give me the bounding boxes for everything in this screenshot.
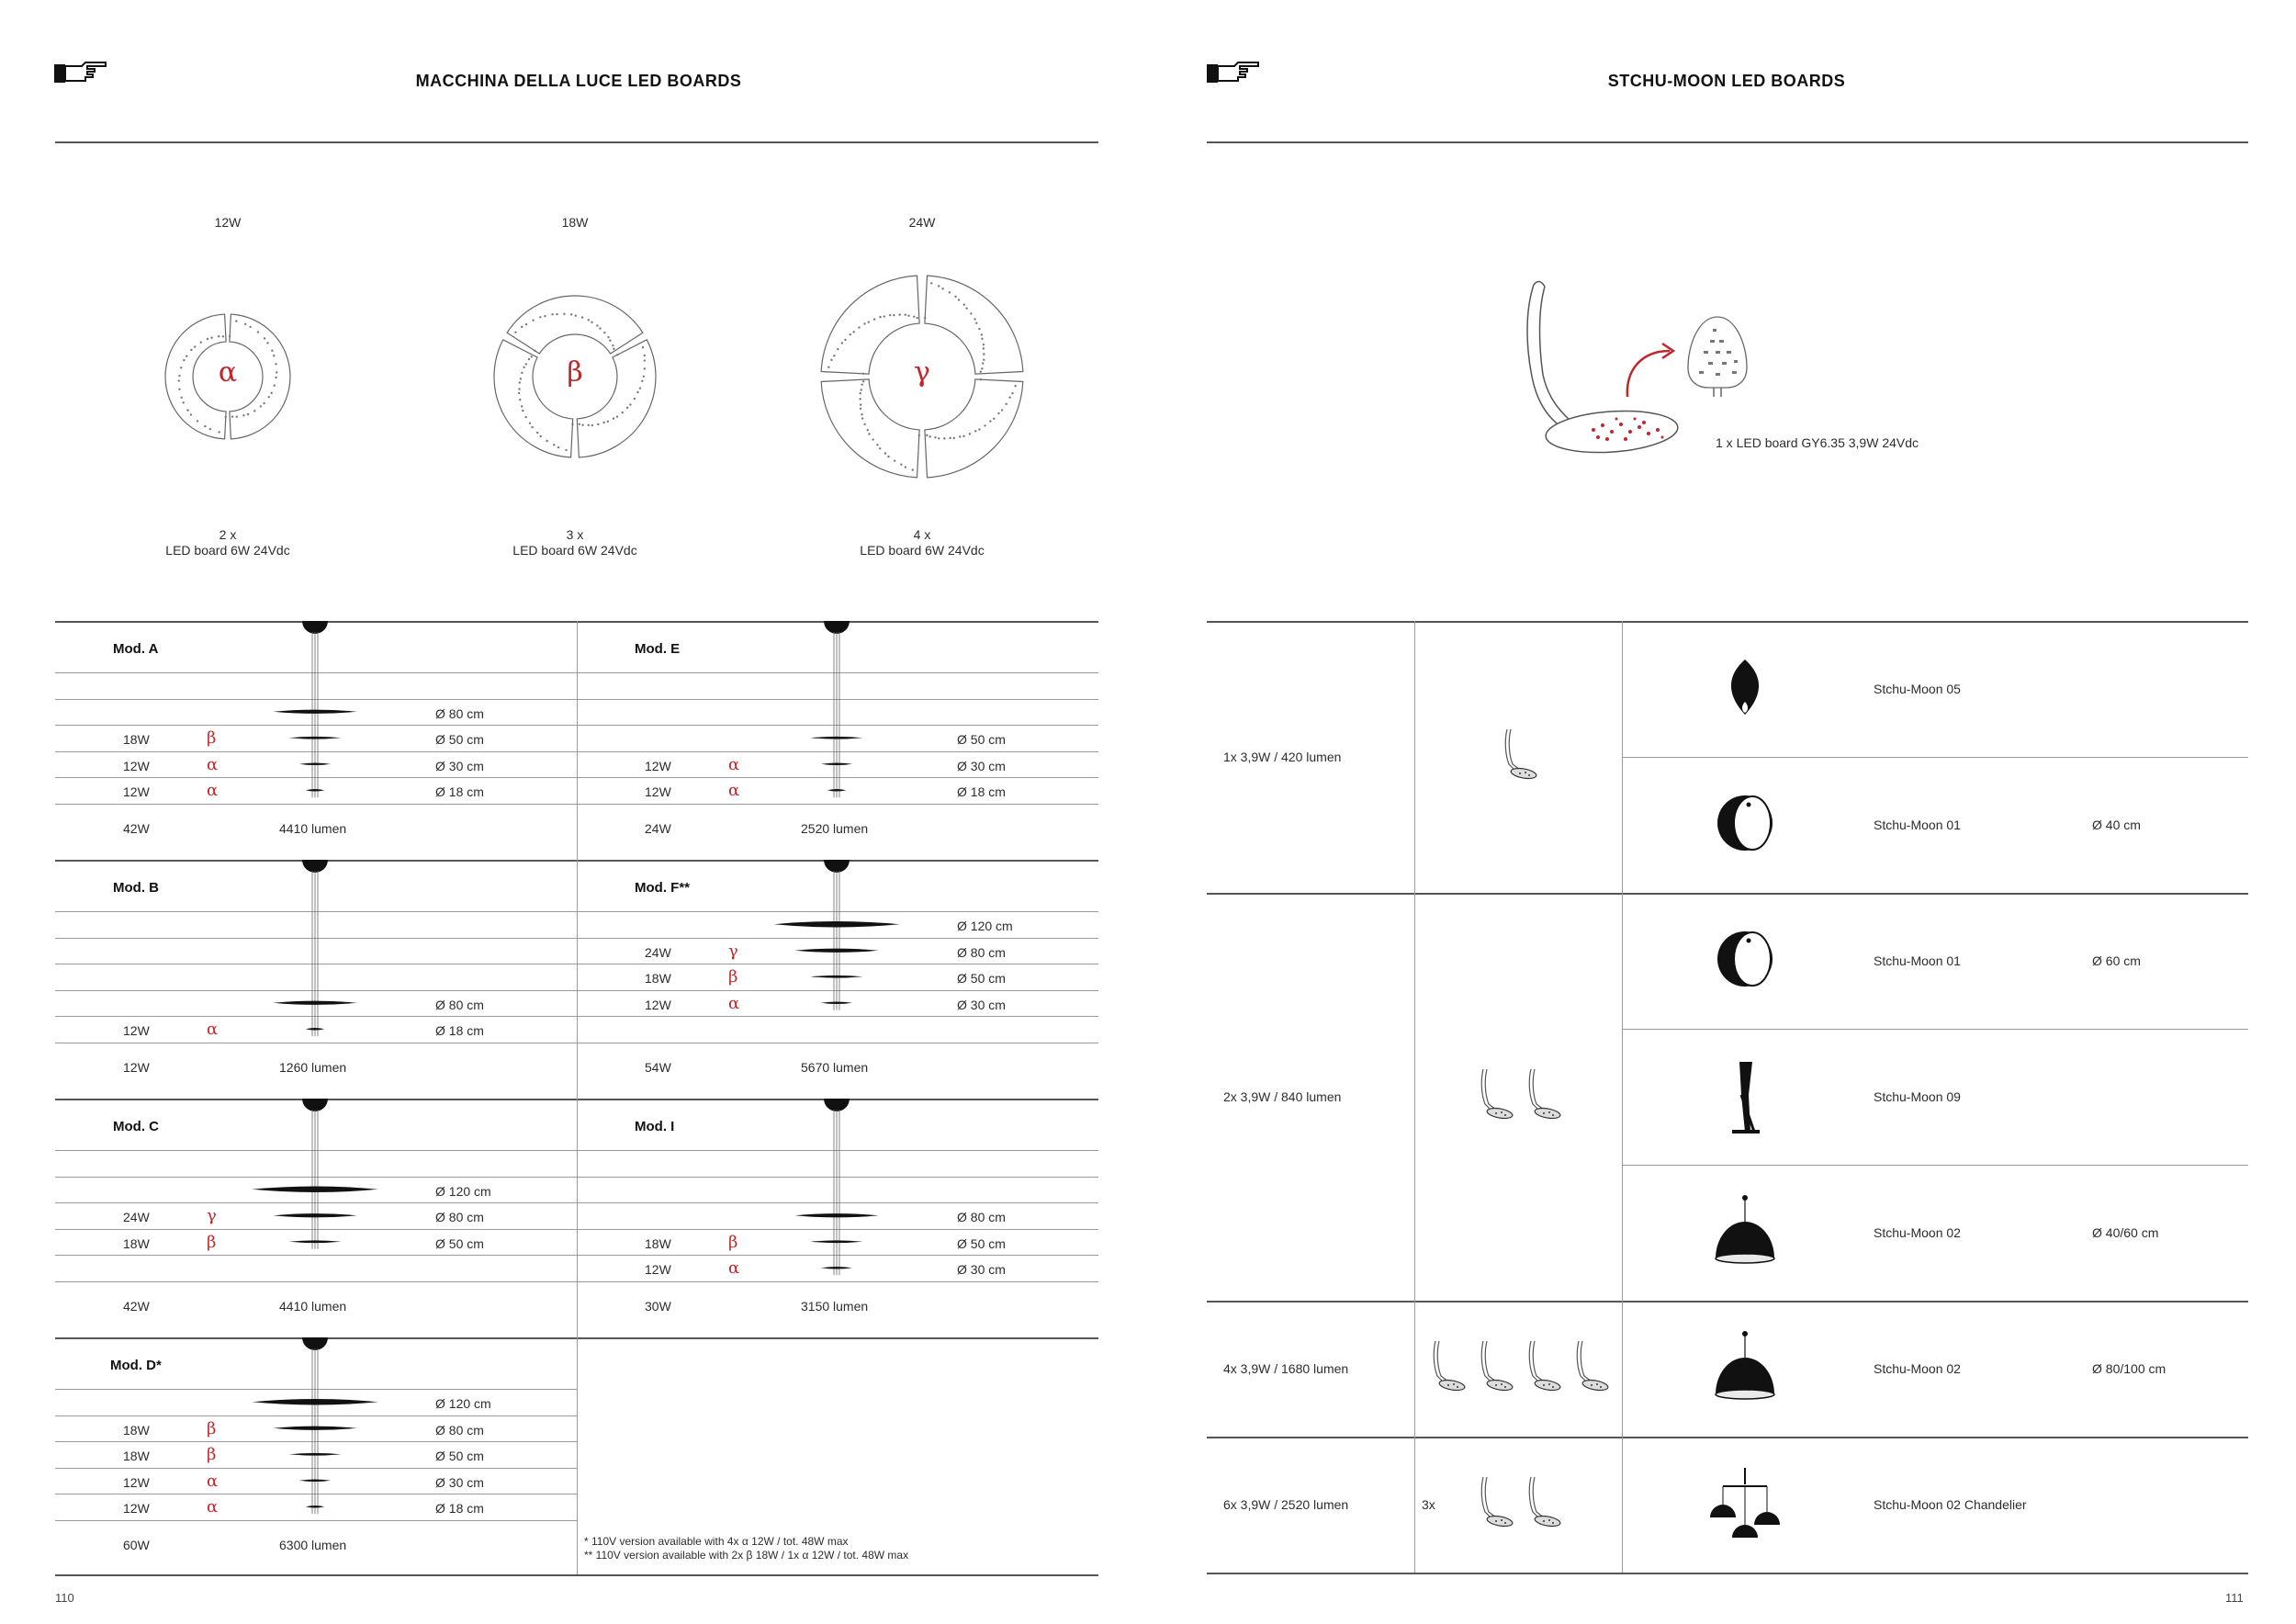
- led-module-icon: [1478, 1339, 1514, 1394]
- row-wattage: 18W: [123, 1422, 150, 1438]
- table-row-line: [1622, 1165, 2248, 1166]
- row-wattage: 18W: [123, 1449, 150, 1463]
- product-size: Ø 60 cm: [2092, 953, 2141, 968]
- page-title: MACCHINA DELLA LUCE LED BOARDS: [415, 72, 742, 90]
- row-board-symbol: β: [207, 1418, 217, 1438]
- lamp-illustration: [763, 860, 910, 1043]
- row-diameter: Ø 80 cm: [435, 997, 484, 1012]
- model-lumen: 3150 lumen: [801, 1299, 869, 1314]
- group-label: 4x 3,9W / 1680 lumen: [1223, 1361, 1349, 1376]
- row-wattage: 12W: [123, 784, 150, 799]
- dish-lamp-icon: [1708, 786, 1782, 863]
- row-wattage: 12W: [645, 1262, 671, 1277]
- board-wattage: 18W: [561, 215, 589, 230]
- model-name: Mod. A: [113, 641, 159, 657]
- dome-pendant-icon: [1708, 1194, 1782, 1271]
- row-wattage: 24W: [123, 1210, 150, 1224]
- group-label: 2x 3,9W / 840 lumen: [1223, 1089, 1342, 1104]
- row-diameter: Ø 18 cm: [435, 1501, 484, 1516]
- led-module-icon: [1573, 1339, 1610, 1394]
- group-label: 1x 3,9W / 420 lumen: [1223, 750, 1342, 764]
- product-size: Ø 80/100 cm: [2092, 1361, 2167, 1376]
- model-name: Mod. B: [113, 880, 159, 896]
- product-name: Stchu-Moon 01: [1874, 953, 1961, 968]
- board-caption: LED board 6W 24Vdc: [860, 543, 985, 558]
- board-symbol: β: [567, 356, 583, 389]
- led-module-icon: [1525, 1339, 1562, 1394]
- row-wattage: 18W: [123, 1235, 150, 1251]
- row-diameter: Ø 80 cm: [957, 944, 1006, 960]
- table-column-divider: [1622, 621, 1623, 1573]
- row-diameter: Ø 18 cm: [435, 1023, 484, 1038]
- row-diameter: Ø 30 cm: [957, 997, 1006, 1012]
- row-diameter: Ø 30 cm: [957, 1262, 1006, 1277]
- model-name: Mod. D*: [110, 1358, 162, 1373]
- product-name: Stchu-Moon 09: [1874, 1089, 1961, 1104]
- led-module-icon: [1478, 1475, 1514, 1530]
- row-diameter: Ø 120 cm: [435, 1183, 491, 1199]
- table-column-divider: [577, 621, 578, 1574]
- row-diameter: Ø 50 cm: [435, 1235, 484, 1251]
- board-wattage: 12W: [214, 215, 242, 230]
- twisted-floor-lamp-icon: [1708, 1058, 1782, 1135]
- model-name: Mod. F**: [635, 880, 690, 896]
- group-label: 6x 3,9W / 2520 lumen: [1223, 1497, 1349, 1512]
- product-size: Ø 40/60 cm: [2092, 1225, 2159, 1240]
- row-wattage: 12W: [123, 1474, 150, 1490]
- row-board-symbol: β: [207, 1445, 217, 1464]
- page-title: STCHU-MOON LED BOARDS: [1607, 72, 1846, 90]
- row-board-symbol: γ: [728, 941, 738, 961]
- row-diameter: Ø 18 cm: [435, 784, 484, 799]
- pointing-hand-icon: [1207, 61, 1260, 85]
- row-board-symbol: α: [207, 1020, 219, 1039]
- row-board-symbol: γ: [207, 1206, 217, 1225]
- led-module-icon: [1478, 1067, 1514, 1122]
- row-diameter: Ø 30 cm: [435, 1474, 484, 1490]
- row-wattage: 18W: [123, 732, 150, 747]
- model-lumen: 2520 lumen: [801, 821, 869, 836]
- board-count: 2 x: [219, 527, 237, 542]
- model-lumen: 6300 lumen: [279, 1538, 347, 1552]
- model-lumen: 4410 lumen: [279, 821, 347, 836]
- board-caption: LED board 6W 24Vdc: [512, 543, 637, 558]
- model-total-watt: 54W: [645, 1060, 671, 1075]
- chandelier-icon: [1708, 1466, 1782, 1543]
- row-board-symbol: β: [207, 1232, 217, 1252]
- board-caption: LED board 6W 24Vdc: [165, 543, 290, 558]
- board-count: 4 x: [913, 527, 931, 542]
- table-border: [55, 1574, 1098, 1576]
- led-module-icon: [1430, 1339, 1467, 1394]
- board-symbol: γ: [914, 356, 930, 389]
- table-border: [1207, 1573, 2248, 1574]
- leaf-shade-icon: [1708, 650, 1782, 727]
- row-diameter: Ø 50 cm: [957, 732, 1006, 747]
- group-prefix: 3x: [1422, 1497, 1435, 1512]
- row-wattage: 12W: [123, 1023, 150, 1038]
- product-size: Ø 40 cm: [2092, 818, 2141, 832]
- row-diameter: Ø 30 cm: [435, 758, 484, 773]
- model-total-watt: 24W: [645, 821, 671, 836]
- model-total-watt: 42W: [123, 821, 150, 836]
- model-name: Mod. E: [635, 641, 681, 657]
- row-diameter: Ø 18 cm: [957, 784, 1006, 799]
- row-diameter: Ø 120 cm: [435, 1396, 491, 1411]
- row-wattage: 12W: [645, 758, 671, 773]
- row-board-symbol: β: [207, 728, 217, 748]
- model-total-watt: 12W: [123, 1060, 150, 1075]
- product-name: Stchu-Moon 02: [1874, 1361, 1961, 1376]
- row-wattage: 12W: [123, 1501, 150, 1516]
- lamp-illustration: [242, 860, 388, 1043]
- footnote-1: * 110V version available with 4x α 12W / tot. 48W max: [584, 1535, 849, 1548]
- pointing-hand-icon: [54, 61, 107, 85]
- model-lumen: 1260 lumen: [279, 1060, 347, 1075]
- row-wattage: 18W: [645, 971, 671, 986]
- table-column-divider: [1414, 621, 1415, 1573]
- row-diameter: Ø 30 cm: [957, 758, 1006, 773]
- divider: [55, 141, 1098, 143]
- row-diameter: Ø 50 cm: [435, 732, 484, 747]
- divider: [1207, 141, 2248, 143]
- row-board-symbol: α: [207, 781, 219, 800]
- table-row-line: [1622, 757, 2248, 758]
- row-diameter: Ø 80 cm: [435, 1422, 484, 1438]
- row-board-symbol: α: [207, 1497, 219, 1517]
- product-name: Stchu-Moon 05: [1874, 682, 1961, 696]
- product-name: Stchu-Moon 01: [1874, 818, 1961, 832]
- lamp-illustration: [763, 621, 910, 805]
- lamp-illustration: [242, 1099, 388, 1282]
- table-row-line: [1622, 1029, 2248, 1030]
- row-board-symbol: α: [207, 754, 219, 774]
- board-count: 3 x: [566, 527, 584, 542]
- row-board-symbol: α: [728, 1258, 740, 1278]
- model-name: Mod. C: [113, 1119, 159, 1134]
- board-symbol: α: [218, 356, 238, 389]
- table-border: [1207, 1301, 2248, 1303]
- row-diameter: Ø 80 cm: [957, 1210, 1006, 1224]
- row-board-symbol: β: [728, 967, 738, 987]
- row-diameter: Ø 80 cm: [435, 705, 484, 721]
- led-module-icon: [1525, 1475, 1562, 1530]
- board-wattage: 24W: [908, 215, 936, 230]
- model-lumen: 5670 lumen: [801, 1060, 869, 1075]
- row-wattage: 12W: [123, 758, 150, 773]
- model-total-watt: 42W: [123, 1299, 150, 1314]
- table-border: [1207, 893, 2248, 895]
- model-lumen: 4410 lumen: [279, 1299, 347, 1314]
- table-border: [1207, 621, 2248, 623]
- lamp-illustration: [242, 1337, 388, 1521]
- page-number: 110: [55, 1591, 74, 1605]
- model-total-watt: 60W: [123, 1538, 150, 1552]
- lamp-illustration: [763, 1099, 910, 1282]
- row-board-symbol: α: [207, 1471, 219, 1491]
- row-diameter: Ø 50 cm: [435, 1449, 484, 1463]
- footnote-2: ** 110V version available with 2x β 18W / 1x α 12W / tot. 48W max: [584, 1549, 909, 1562]
- dish-lamp-icon: [1708, 922, 1782, 999]
- led-module-icon: [1502, 727, 1538, 783]
- page-number: 111: [2225, 1591, 2244, 1605]
- table-border: [1207, 1437, 2248, 1438]
- board-caption: 1 x LED board GY6.35 3,9W 24Vdc: [1716, 435, 1919, 450]
- row-board-symbol: α: [728, 754, 740, 774]
- row-board-symbol: β: [728, 1232, 738, 1252]
- lamp-illustration: [242, 621, 388, 805]
- row-board-symbol: α: [728, 781, 740, 800]
- row-diameter: Ø 50 cm: [957, 971, 1006, 986]
- row-diameter: Ø 50 cm: [957, 1235, 1006, 1251]
- row-wattage: 12W: [645, 784, 671, 799]
- row-wattage: 18W: [645, 1235, 671, 1251]
- row-wattage: 12W: [645, 997, 671, 1012]
- row-wattage: 24W: [645, 944, 671, 960]
- model-total-watt: 30W: [645, 1299, 671, 1314]
- product-name: Stchu-Moon 02 Chandelier: [1874, 1497, 2027, 1512]
- row-diameter: Ø 80 cm: [435, 1210, 484, 1224]
- led-module-icon: [1525, 1067, 1562, 1122]
- row-board-symbol: α: [728, 993, 740, 1013]
- product-name: Stchu-Moon 02: [1874, 1225, 1961, 1240]
- dome-pendant-icon: [1708, 1330, 1782, 1407]
- row-diameter: Ø 120 cm: [957, 919, 1013, 933]
- model-name: Mod. I: [635, 1119, 675, 1134]
